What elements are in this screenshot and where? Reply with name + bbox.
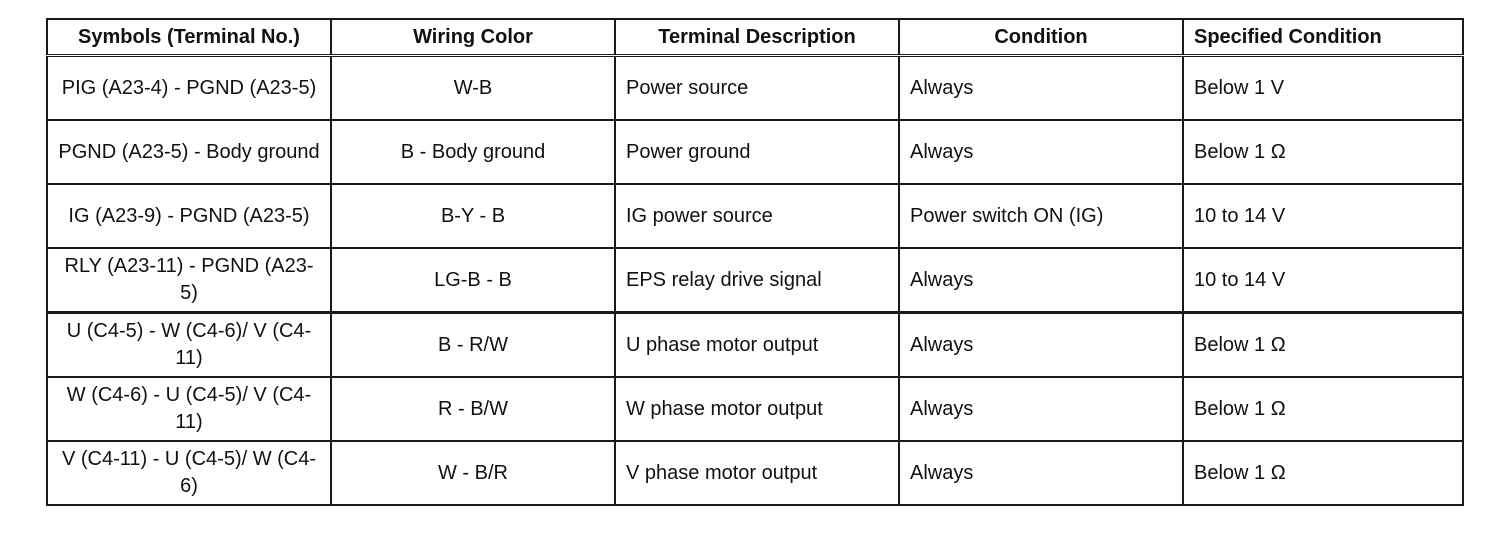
cell-terminal-description: Power ground — [615, 120, 899, 184]
cell-symbols: V (C4-11) - U (C4-5)/ W (C4-6) — [47, 441, 331, 505]
cell-terminal-description: EPS relay drive signal — [615, 248, 899, 313]
cell-specified-condition: 10 to 14 V — [1183, 248, 1463, 313]
table-row — [47, 313, 1463, 378]
cell-condition: Always — [899, 56, 1183, 121]
cell-wiring-color: B-Y - B — [331, 184, 615, 248]
cell-terminal-description: U phase motor output — [615, 313, 899, 378]
header-condition: Condition — [899, 19, 1183, 56]
cell-symbols: IG (A23-9) - PGND (A23-5) — [47, 184, 331, 248]
table-row — [47, 248, 1463, 313]
cell-symbols: RLY (A23-11) - PGND (A23-5) — [47, 248, 331, 313]
cell-terminal-description: V phase motor output — [615, 441, 899, 505]
cell-condition: Always — [899, 313, 1183, 378]
cell-symbols: W (C4-6) - U (C4-5)/ V (C4-11) — [47, 377, 331, 441]
header-wiring-color: Wiring Color — [331, 19, 615, 56]
cell-condition: Always — [899, 377, 1183, 441]
header-specified-condition: Specified Condition — [1183, 19, 1463, 56]
cell-wiring-color: R - B/W — [331, 377, 615, 441]
cell-terminal-description: W phase motor output — [615, 377, 899, 441]
cell-condition: Always — [899, 248, 1183, 313]
cell-terminal-description: IG power source — [615, 184, 899, 248]
cell-wiring-color: B - Body ground — [331, 120, 615, 184]
cell-wiring-color: B - R/W — [331, 313, 615, 378]
table-body — [47, 56, 1463, 506]
header-terminal-description: Terminal Description — [615, 19, 899, 56]
terminal-spec-table — [46, 18, 1464, 506]
cell-condition: Always — [899, 441, 1183, 505]
cell-specified-condition: Below 1 Ω — [1183, 313, 1463, 378]
cell-wiring-color: W-B — [331, 56, 615, 121]
table-row — [47, 120, 1463, 184]
cell-condition: Power switch ON (IG) — [899, 184, 1183, 248]
cell-specified-condition: Below 1 Ω — [1183, 377, 1463, 441]
table-row — [47, 56, 1463, 121]
cell-terminal-description: Power source — [615, 56, 899, 121]
cell-condition: Always — [899, 120, 1183, 184]
cell-wiring-color: W - B/R — [331, 441, 615, 505]
cell-specified-condition: Below 1 Ω — [1183, 120, 1463, 184]
header-row — [47, 19, 1463, 56]
cell-specified-condition: 10 to 14 V — [1183, 184, 1463, 248]
cell-specified-condition: Below 1 Ω — [1183, 441, 1463, 505]
table-row — [47, 441, 1463, 505]
table-row — [47, 377, 1463, 441]
cell-symbols: PIG (A23-4) - PGND (A23-5) — [47, 56, 331, 121]
cell-wiring-color: LG-B - B — [331, 248, 615, 313]
cell-specified-condition: Below 1 V — [1183, 56, 1463, 121]
table-row — [47, 184, 1463, 248]
cell-symbols: PGND (A23-5) - Body ground — [47, 120, 331, 184]
table-header — [47, 19, 1463, 56]
header-symbols: Symbols (Terminal No.) — [47, 19, 331, 56]
cell-symbols: U (C4-5) - W (C4-6)/ V (C4-11) — [47, 313, 331, 378]
